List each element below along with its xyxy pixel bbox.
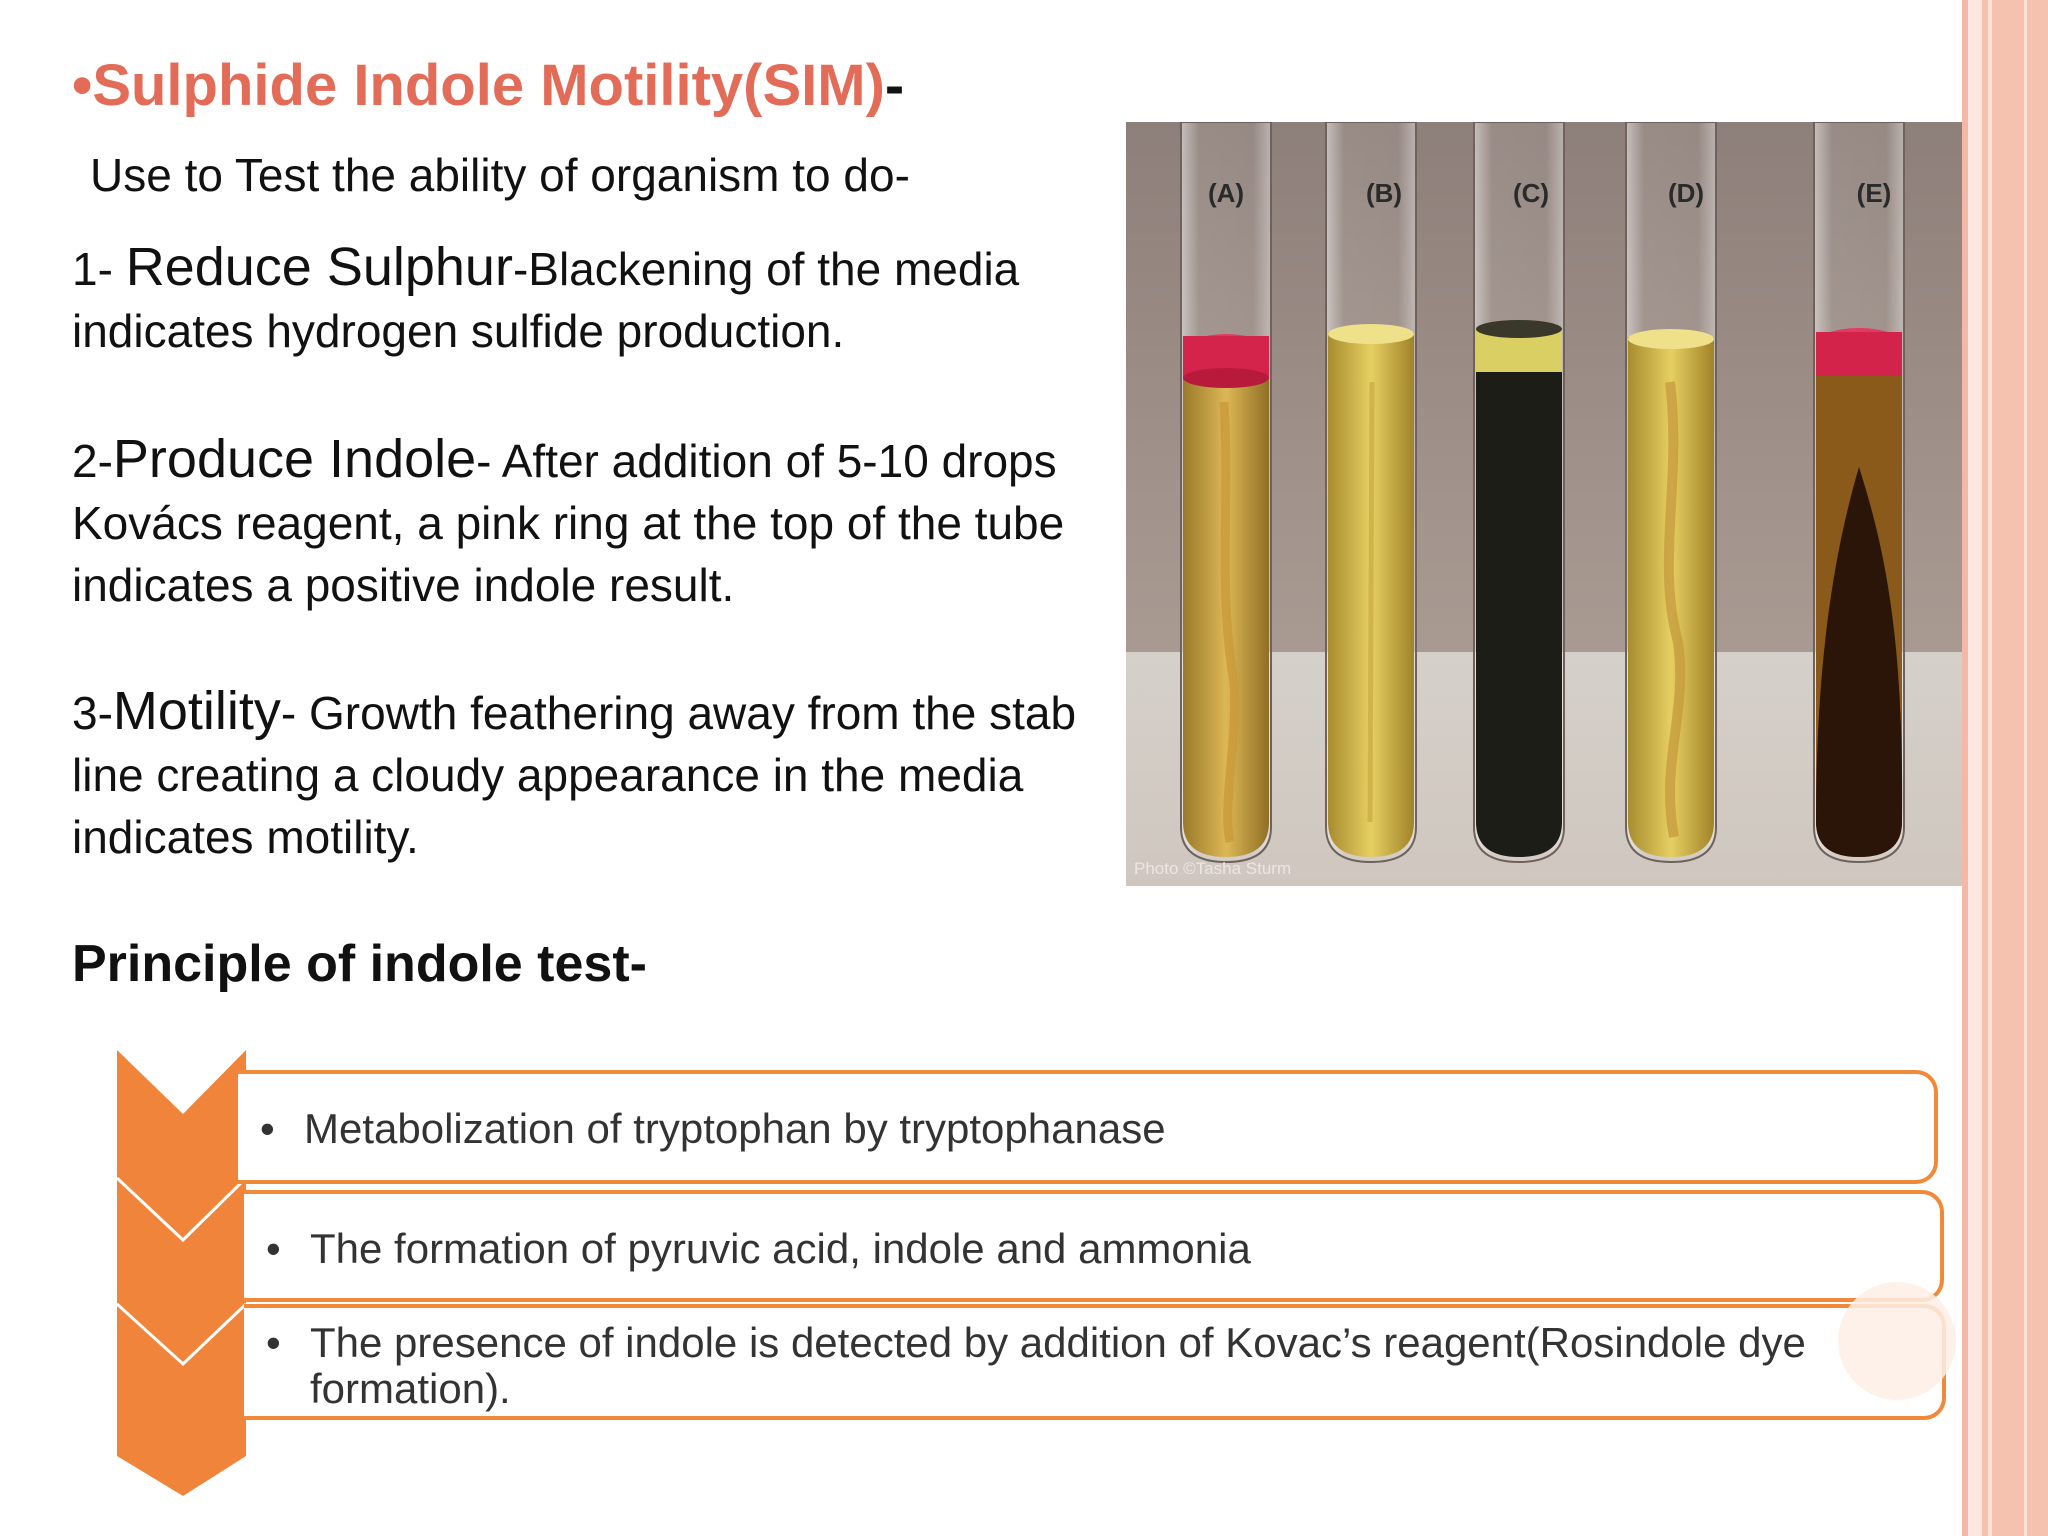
process-step-2 (244, 1190, 1944, 1302)
tube-label: (A) (1207, 178, 1245, 208)
decorative-circle (1838, 1282, 1956, 1400)
tube-label: (B) (1365, 178, 1403, 208)
bullet-icon: • (266, 1319, 281, 1366)
sim-tubes-photo (1126, 122, 1962, 886)
step-text: Metabolization of tryptophan by tryptophanase (304, 1105, 1166, 1152)
step-text: The formation of pyruvic acid, indole and ammonia (310, 1225, 1251, 1272)
item-heading: Produce Indole (112, 429, 477, 489)
tube-label: (D) (1667, 178, 1705, 208)
item-heading: Reduce Sulphur (125, 237, 513, 297)
slide-title (72, 52, 904, 119)
item-number: 3- (72, 687, 113, 739)
test-item-sulphur (72, 236, 1132, 362)
title-text: Sulphide Indole Motility(SIM) (92, 53, 885, 118)
process-step-1 (238, 1070, 1938, 1184)
item-text: - After addition of 5-10 drops Kovács reagent, a pink ring at the top of the tube indicates a positive indole result. (72, 435, 1065, 611)
item-text: - Growth feathering away from the stab line creating a cloudy appearance in the media indicates motility. (72, 687, 1077, 863)
item-text: -Blackening of the media indicates hydrogen sulfide production. (72, 243, 1020, 357)
bullet-icon: • (260, 1105, 275, 1152)
right-border-band (1968, 0, 1982, 1536)
list-item (260, 1106, 1914, 1152)
step-text: The presence of indole is detected by addition of Kovac’s reagent(Rosindole dye formation). (310, 1319, 1806, 1412)
photo-credit: Photo ©Tasha Sturm (1134, 859, 1292, 878)
test-item-motility (72, 680, 1132, 868)
tube-label: (E) (1856, 178, 1892, 208)
title-dash: - (884, 53, 905, 118)
item-number: 2- (72, 435, 113, 487)
slide-subtitle: Use to Test the ability of organism to do- (90, 149, 910, 201)
tube-label: (C) (1512, 178, 1550, 208)
list-item (266, 1226, 1920, 1272)
right-border-stripe (1982, 0, 2048, 1536)
item-heading: Motility (112, 681, 281, 741)
process-step-3 (244, 1304, 1946, 1420)
bullet-icon: • (266, 1225, 281, 1272)
title-bullet: • (72, 53, 93, 118)
list-item (266, 1320, 1932, 1412)
item-number: 1- (72, 243, 126, 295)
principle-heading: Principle of indole test- (72, 935, 647, 993)
test-item-indole (72, 428, 1132, 616)
